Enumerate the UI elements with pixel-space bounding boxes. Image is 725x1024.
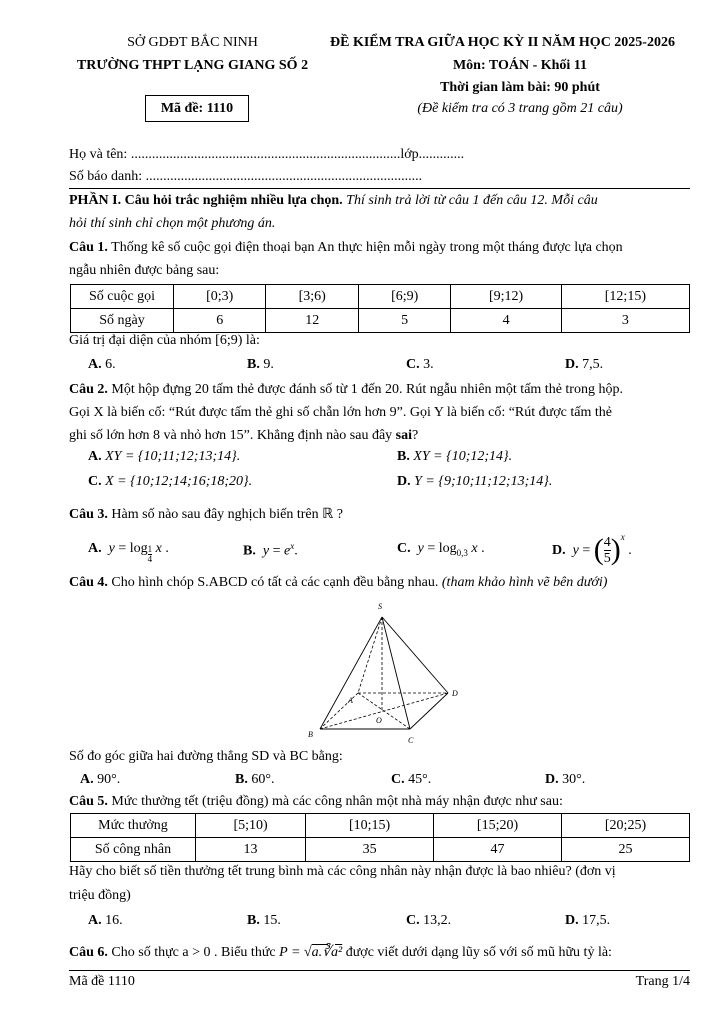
table-cell: 3 (561, 309, 689, 333)
q1-option-b: B. 9. (247, 357, 274, 372)
q5-option-c: C. 13,2. (406, 913, 452, 928)
table-row (71, 309, 690, 333)
q1-option-d: D. 7,5. (565, 357, 604, 372)
q4-option-c: C. 45°. (391, 772, 432, 787)
q1-text: Câu 1. Thống kê số cuộc gọi điện thoại bạn An thực hiện mỗi ngày trong một tháng được lựa chọn (69, 240, 623, 255)
footer-page: Trang 1/4 (635, 974, 690, 989)
q3-option-b: B. $y = e^x$. (243, 541, 298, 559)
table-cell: Mức thưởng (71, 814, 196, 838)
q6-label: Câu 6. (69, 945, 108, 960)
exam-code-box: Mã đề: 1110 (145, 95, 249, 122)
q2-option-d: D. Y = {9;10;11;12;13;14}. (397, 474, 553, 489)
exam-note: (Đề kiểm tra có 3 trang gồm 21 câu) (417, 101, 623, 116)
table-cell: Số cuộc gọi (71, 285, 174, 309)
student-id-line: Số báo danh: ............................................................................... (69, 169, 423, 184)
q2-label: Câu 2. (69, 382, 108, 397)
duration: Thời gian làm bài: 90 phút (440, 80, 600, 95)
divider (69, 188, 690, 189)
school-name: TRƯỜNG THPT LẠNG GIANG SỐ 2 (76, 58, 309, 73)
q4-option-d: D. 30°. (545, 772, 586, 787)
table-cell: [15;20) (434, 814, 562, 838)
part1-instr: Thí sinh trả lời từ câu 1 đến câu 12. Mỗi câu (342, 193, 598, 208)
label-o: O (376, 716, 382, 725)
table-cell: Số ngày (71, 309, 174, 333)
part1-title-line (69, 193, 690, 209)
table-cell: 25 (562, 838, 690, 862)
q1-question: Giá trị đại diện của nhóm [6;9) là: (69, 333, 260, 348)
table-cell: [10;15) (306, 814, 434, 838)
edge-sb (320, 617, 382, 729)
q5-table (70, 813, 690, 862)
label-d: D (452, 689, 458, 698)
q5-option-b: B. 15. (247, 913, 281, 928)
q5-option-a: A. 16. (88, 913, 123, 928)
table-row (71, 814, 690, 838)
table-row (71, 838, 690, 862)
q3-option-c: C. $y = \log_{0,3} x$ . (397, 541, 485, 558)
q3-option-a: A. y = log $\frac{1}{4}$ x . (88, 541, 169, 564)
table-cell: [20;25) (562, 814, 690, 838)
table-cell: 6 (174, 309, 266, 333)
table-cell: [3;6) (266, 285, 358, 309)
q1-option-a: A. 6. (88, 357, 116, 372)
table-cell: [5;10) (196, 814, 306, 838)
q5-question: Hãy cho biết số tiền thưởng tết trung bình mà các công nhân này nhận được là bao nhiêu? (đơn vị (69, 864, 616, 879)
q5-question2: triệu đồng) (69, 888, 131, 903)
q4-label: Câu 4. (69, 575, 108, 590)
q1-label: Câu 1. (69, 240, 108, 255)
footer-code: Mã đề 1110 (69, 974, 135, 989)
label-a: A (348, 696, 353, 705)
q5-label: Câu 5. (69, 794, 108, 809)
table-cell: [6;9) (358, 285, 450, 309)
q2-option-c: C. X = {10;12;14;16;18;20}. (88, 474, 253, 489)
label-s: S (378, 602, 382, 611)
pyramid-figure (300, 597, 470, 747)
q2-option-a: A. XY = {10;11;12;13;14}. (88, 449, 241, 464)
q6-text: Câu 6. Cho số thực a > 0 . Biểu thức P = √a.∛a² được viết dưới dạng lũy số với số mũ hữu tỷ là: (69, 945, 612, 960)
q5-text: Câu 5. Mức thưởng tết (triệu đồng) mà các công nhân một nhà máy nhận được như sau: (69, 794, 563, 809)
label-b: B (308, 730, 313, 739)
table-cell: [0;3) (174, 285, 266, 309)
q6-formula: P = √a.∛a² (279, 945, 343, 960)
part1-title: PHẦN I. Câu hỏi trắc nghiệm nhiều lựa chọn. (69, 193, 343, 208)
table-cell: 4 (451, 309, 561, 333)
q4-option-b: B. 60°. (235, 772, 275, 787)
table-cell: 5 (358, 309, 450, 333)
table-cell: [9;12) (451, 285, 561, 309)
q2-text: Câu 2. Một hộp đựng 20 tấm thẻ được đánh số từ 1 đến 20. Rút ngẫu nhiên một tấm thẻ trong hộp. (69, 382, 623, 397)
q2-text3: ghi số lớn hơn 8 và nhỏ hơn 15”. Khẳng định nào sau đây sai? (69, 428, 419, 443)
table-cell: 47 (434, 838, 562, 862)
q3-text: Câu 3. Hàm số nào sau đây nghịch biến trên ℝ ? (69, 507, 343, 522)
q4-option-a: A. 90°. (80, 772, 121, 787)
table-cell: [12;15) (561, 285, 689, 309)
table-cell: Số công nhân (71, 838, 196, 862)
q3-label: Câu 3. (69, 507, 108, 522)
table-cell: 35 (306, 838, 434, 862)
dept-name: SỞ GDĐT BẮC NINH (127, 35, 258, 50)
table-cell: 13 (196, 838, 306, 862)
student-name-line: Họ và tên: .............................................................................lớp............. (69, 147, 465, 162)
q4-text: Câu 4. Cho hình chóp S.ABCD có tất cả các cạnh đều bằng nhau. (tham khảo hình vẽ bên dưới) (69, 575, 608, 590)
q4-question: Số đo góc giữa hai đường thẳng SD và BC bằng: (69, 749, 343, 764)
subject: Môn: TOÁN - Khối 11 (452, 58, 588, 73)
q1-text2: ngẫu nhiên được bảng sau: (69, 263, 220, 278)
q5-option-d: D. 17,5. (565, 913, 611, 928)
q1-table (70, 284, 690, 333)
q2-option-b: B. XY = {10;12;14}. (397, 449, 513, 464)
table-cell: 12 (266, 309, 358, 333)
q3-option-d: D. y = ( $\frac{4}{5}$ )$^x$ . (552, 532, 632, 566)
q2-text2: Gọi X là biến cố: “Rút được tấm thẻ ghi số chẵn lớn hơn 9”. Gọi Y là biến cố: “Rút được tấm thẻ (69, 405, 612, 420)
q1-option-c: C. 3. (406, 357, 434, 372)
label-c: C (408, 736, 414, 745)
edge-cd (410, 693, 448, 729)
exam-title: ĐỀ KIỂM TRA GIỮA HỌC KỲ II NĂM HỌC 2025-2026 (330, 35, 675, 50)
edge-sa (358, 617, 382, 693)
footer-divider (69, 970, 690, 971)
part1-instr2: hỏi thí sinh chỉ chọn một phương án. (69, 216, 276, 231)
table-row (71, 285, 690, 309)
